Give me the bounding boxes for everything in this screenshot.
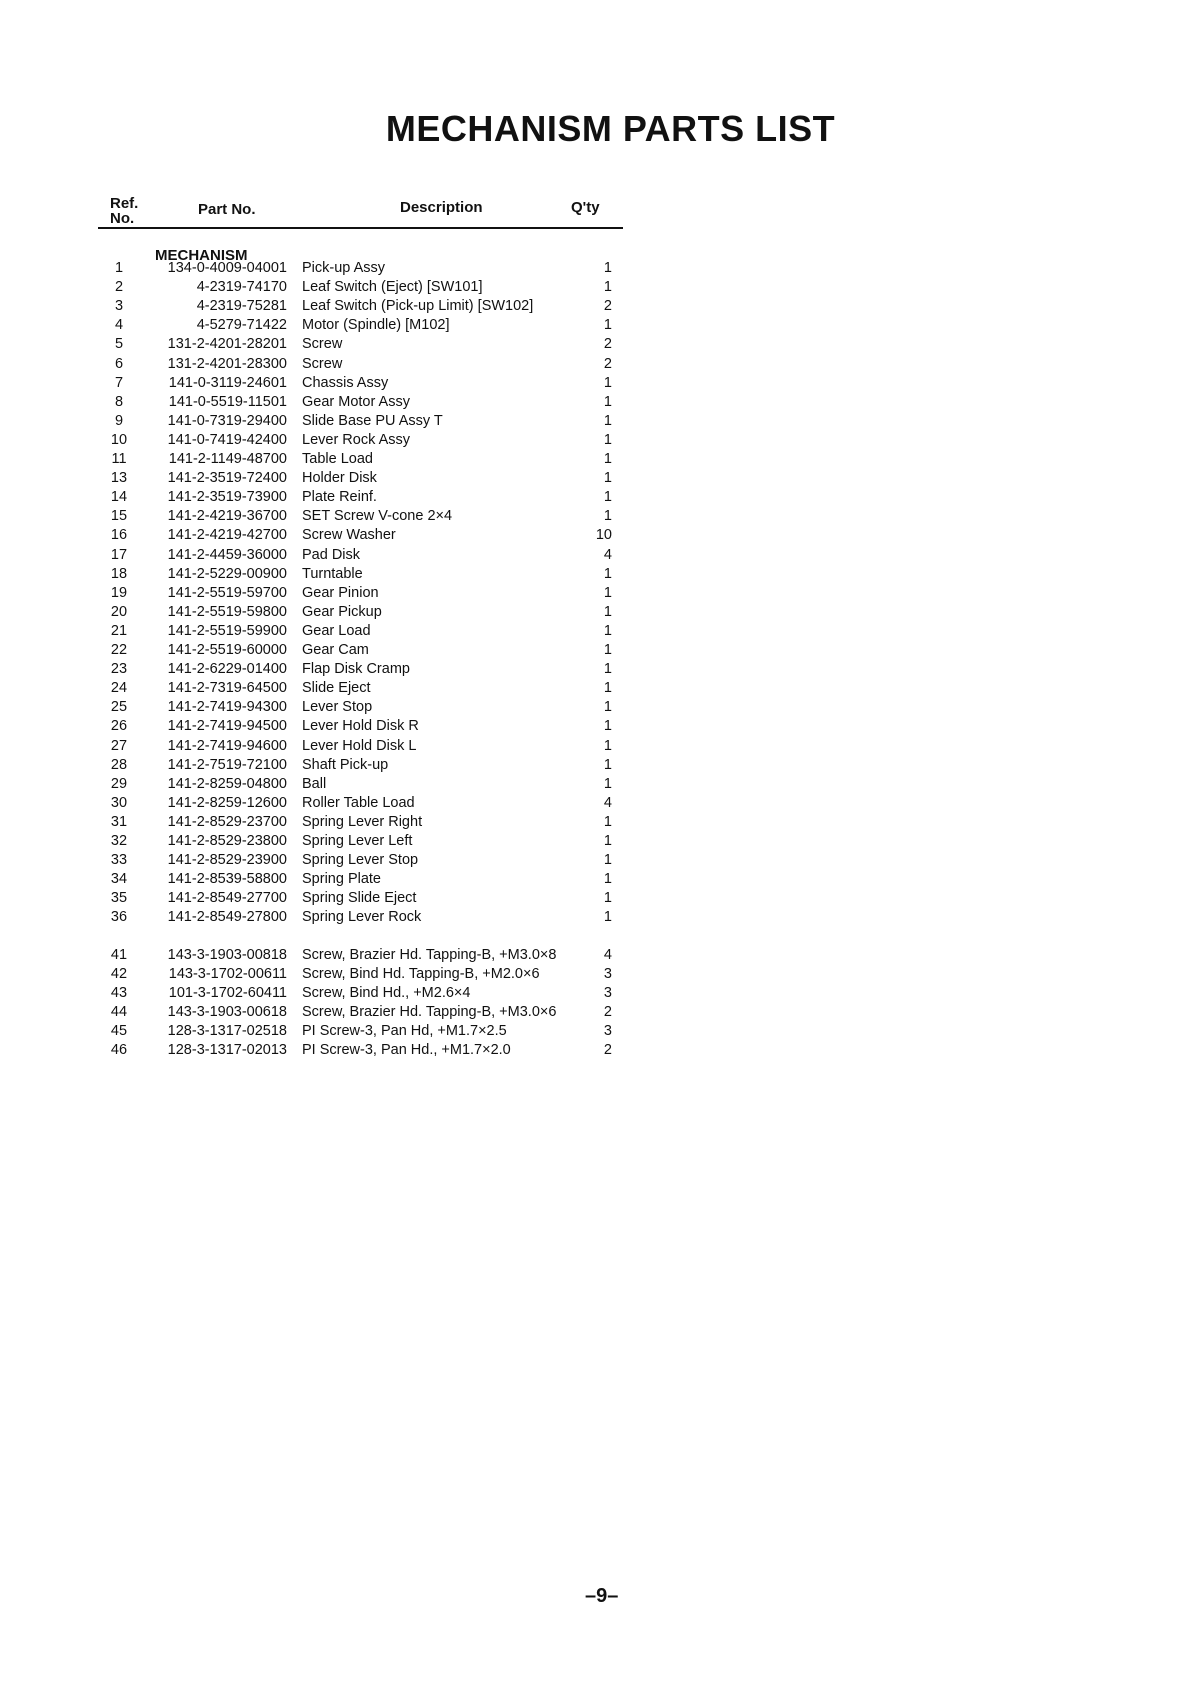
row-qty: 1 xyxy=(603,776,612,792)
row-ref: 23 xyxy=(110,661,128,677)
row-description: Table Load xyxy=(302,451,373,467)
row-ref: 29 xyxy=(110,776,128,792)
row-part-no: 141-2-5519-59700 xyxy=(167,585,287,601)
row-part-no: 4-5279-71422 xyxy=(196,317,287,333)
row-description: Screw Washer xyxy=(302,527,396,543)
table-row xyxy=(0,907,660,927)
table-row xyxy=(0,964,660,984)
table-row xyxy=(0,354,660,374)
row-description: Gear Motor Assy xyxy=(302,394,410,410)
row-description: Pick-up Assy xyxy=(302,260,385,276)
row-part-no: 4-2319-74170 xyxy=(196,279,287,295)
table-row xyxy=(0,888,660,908)
row-description: Flap Disk Cramp xyxy=(302,661,410,677)
row-ref: 16 xyxy=(110,527,128,543)
table-row xyxy=(0,1002,660,1022)
row-ref: 2 xyxy=(114,279,124,295)
row-ref: 10 xyxy=(110,432,128,448)
row-part-no: 143-3-1702-00611 xyxy=(168,966,287,982)
row-qty: 1 xyxy=(603,738,612,754)
table-row xyxy=(0,296,660,316)
row-qty: 1 xyxy=(603,489,612,505)
row-qty: 1 xyxy=(603,699,612,715)
table-row xyxy=(0,487,660,507)
column-header-part-no: Part No. xyxy=(198,201,256,218)
row-ref: 41 xyxy=(110,947,128,963)
row-part-no: 141-2-7419-94500 xyxy=(167,718,287,734)
row-part-no: 128-3-1317-02518 xyxy=(167,1023,287,1039)
row-description: SET Screw V-cone 2×4 xyxy=(302,508,453,524)
row-qty: 2 xyxy=(603,1042,612,1058)
table-row xyxy=(0,850,660,870)
row-ref: 9 xyxy=(114,413,124,429)
table-row xyxy=(0,430,660,450)
row-description: Leaf Switch (Eject) [SW101] xyxy=(302,279,483,295)
table-row xyxy=(0,583,660,603)
row-ref: 3 xyxy=(114,298,124,314)
row-description: Spring Lever Left xyxy=(302,833,413,849)
row-qty: 1 xyxy=(603,585,612,601)
row-part-no: 141-0-7419-42400 xyxy=(167,432,287,448)
row-part-no: 131-2-4201-28201 xyxy=(167,336,287,352)
row-ref: 36 xyxy=(110,909,128,925)
row-description: Pad Disk xyxy=(302,547,361,563)
table-row xyxy=(0,277,660,297)
row-part-no: 141-0-7319-29400 xyxy=(167,413,287,429)
row-description: Gear Pickup xyxy=(302,604,382,620)
column-header-ref-line1: Ref. xyxy=(110,195,139,212)
row-ref: 18 xyxy=(110,566,128,582)
row-ref: 28 xyxy=(110,757,128,773)
row-ref: 22 xyxy=(110,642,128,658)
row-description: Motor (Spindle) [M102] xyxy=(302,317,450,333)
row-part-no: 4-2319-75281 xyxy=(196,298,287,314)
column-header-ref-line2: No. xyxy=(110,210,135,227)
row-description: Lever Hold Disk R xyxy=(302,718,419,734)
row-qty: 1 xyxy=(603,890,612,906)
row-qty: 4 xyxy=(603,547,612,563)
row-part-no: 141-2-8539-58800 xyxy=(167,871,287,887)
table-row xyxy=(0,411,660,431)
table-row xyxy=(0,258,660,278)
section-heading: MECHANISM xyxy=(155,247,248,264)
row-description: Plate Reinf. xyxy=(302,489,377,505)
row-description: Spring Lever Stop xyxy=(302,852,419,868)
table-row xyxy=(0,315,660,335)
table-row xyxy=(0,564,660,584)
row-part-no: 141-2-4459-36000 xyxy=(167,547,287,563)
row-ref: 46 xyxy=(110,1042,128,1058)
row-ref: 7 xyxy=(114,375,124,391)
row-description: Lever Stop xyxy=(302,699,373,715)
row-part-no: 141-2-8529-23900 xyxy=(167,852,287,868)
row-part-no: 141-2-6229-01400 xyxy=(167,661,287,677)
row-description: Screw, Bind Hd., +M2.6×4 xyxy=(302,985,471,1001)
row-description: Roller Table Load xyxy=(302,795,415,811)
row-description: Ball xyxy=(302,776,327,792)
row-description: Screw, Brazier Hd. Tapping-B, +M3.0×6 xyxy=(302,1004,557,1020)
row-ref: 35 xyxy=(110,890,128,906)
row-ref: 11 xyxy=(111,451,127,467)
row-ref: 25 xyxy=(110,699,128,715)
column-header-description: Description xyxy=(400,199,483,216)
row-part-no: 141-2-3519-72400 xyxy=(167,470,287,486)
row-qty: 1 xyxy=(603,871,612,887)
row-ref: 5 xyxy=(114,336,124,352)
row-part-no: 143-3-1903-00618 xyxy=(167,1004,287,1020)
row-qty: 3 xyxy=(603,966,612,982)
row-part-no: 141-2-8549-27800 xyxy=(167,909,287,925)
row-qty: 1 xyxy=(603,508,612,524)
row-qty: 1 xyxy=(603,642,612,658)
row-part-no: 134-0-4009-04001 xyxy=(167,260,287,276)
row-part-no: 128-3-1317-02013 xyxy=(167,1042,287,1058)
row-qty: 2 xyxy=(603,1004,612,1020)
row-description: Screw xyxy=(302,336,343,352)
table-row xyxy=(0,640,660,660)
table-row xyxy=(0,697,660,717)
row-ref: 42 xyxy=(110,966,128,982)
row-description: Leaf Switch (Pick-up Limit) [SW102] xyxy=(302,298,534,314)
row-part-no: 141-2-8259-04800 xyxy=(167,776,287,792)
table-row xyxy=(0,659,660,679)
table-row xyxy=(0,525,660,545)
row-qty: 1 xyxy=(603,279,612,295)
table-row xyxy=(0,621,660,641)
row-qty: 3 xyxy=(603,1023,612,1039)
row-ref: 30 xyxy=(110,795,128,811)
row-qty: 4 xyxy=(603,795,612,811)
row-qty: 1 xyxy=(603,451,612,467)
row-part-no: 141-2-8529-23700 xyxy=(167,814,287,830)
row-qty: 1 xyxy=(603,852,612,868)
row-description: Spring Lever Right xyxy=(302,814,423,830)
row-ref: 8 xyxy=(114,394,124,410)
row-part-no: 141-2-5229-00900 xyxy=(167,566,287,582)
row-part-no: 141-2-7419-94600 xyxy=(167,738,287,754)
row-qty: 1 xyxy=(603,661,612,677)
row-ref: 45 xyxy=(110,1023,128,1039)
row-ref: 33 xyxy=(110,852,128,868)
row-qty: 1 xyxy=(603,814,612,830)
row-description: Screw xyxy=(302,356,343,372)
page-title: MECHANISM PARTS LIST xyxy=(385,108,836,149)
row-description: PI Screw-3, Pan Hd, +M1.7×2.5 xyxy=(302,1023,507,1039)
row-qty: 1 xyxy=(603,566,612,582)
row-description: Chassis Assy xyxy=(302,375,389,391)
table-row xyxy=(0,1040,660,1060)
row-qty: 1 xyxy=(603,432,612,448)
row-qty: 1 xyxy=(603,909,612,925)
row-ref: 1 xyxy=(114,260,124,276)
row-description: Slide Eject xyxy=(302,680,371,696)
table-row xyxy=(0,468,660,488)
table-row xyxy=(0,831,660,851)
row-qty: 2 xyxy=(603,298,612,314)
row-ref: 15 xyxy=(110,508,128,524)
row-description: Screw, Brazier Hd. Tapping-B, +M3.0×8 xyxy=(302,947,557,963)
page-number: –9– xyxy=(585,1585,619,1607)
row-qty: 1 xyxy=(603,757,612,773)
row-ref: 34 xyxy=(110,871,128,887)
row-part-no: 141-2-8529-23800 xyxy=(167,833,287,849)
row-qty: 1 xyxy=(603,833,612,849)
table-row xyxy=(0,869,660,889)
column-header-qty: Q'ty xyxy=(571,199,600,216)
table-row xyxy=(0,334,660,354)
table-row xyxy=(0,545,660,565)
row-description: Gear Pinion xyxy=(302,585,379,601)
row-part-no: 141-2-4219-36700 xyxy=(167,508,287,524)
row-part-no: 141-2-5519-59900 xyxy=(167,623,287,639)
row-part-no: 101-3-1702-60411 xyxy=(168,985,287,1001)
row-ref: 24 xyxy=(110,680,128,696)
row-description: Turntable xyxy=(302,566,363,582)
row-description: Holder Disk xyxy=(302,470,377,486)
row-part-no: 141-2-7319-64500 xyxy=(167,680,287,696)
table-row xyxy=(0,774,660,794)
table-row xyxy=(0,983,660,1003)
row-part-no: 141-2-7519-72100 xyxy=(167,757,287,773)
table-row xyxy=(0,373,660,393)
row-ref: 21 xyxy=(110,623,128,639)
table-row xyxy=(0,449,660,469)
row-description: Spring Lever Rock xyxy=(302,909,422,925)
table-row xyxy=(0,945,660,965)
row-qty: 4 xyxy=(603,947,612,963)
row-description: Slide Base PU Assy T xyxy=(302,413,443,429)
row-part-no: 141-2-5519-59800 xyxy=(167,604,287,620)
row-qty: 1 xyxy=(603,394,612,410)
row-ref: 32 xyxy=(110,833,128,849)
row-qty: 1 xyxy=(603,375,612,391)
row-ref: 20 xyxy=(110,604,128,620)
row-ref: 44 xyxy=(110,1004,128,1020)
row-part-no: 131-2-4201-28300 xyxy=(167,356,287,372)
row-qty: 1 xyxy=(603,470,612,486)
row-part-no: 141-2-8259-12600 xyxy=(167,795,287,811)
row-ref: 27 xyxy=(110,738,128,754)
row-ref: 19 xyxy=(110,585,128,601)
row-description: Lever Rock Assy xyxy=(302,432,410,448)
row-ref: 17 xyxy=(110,547,128,563)
row-qty: 3 xyxy=(603,985,612,1001)
row-description: Spring Plate xyxy=(302,871,381,887)
row-part-no: 141-2-5519-60000 xyxy=(167,642,287,658)
row-ref: 31 xyxy=(110,814,128,830)
row-qty: 1 xyxy=(603,317,612,333)
row-description: Lever Hold Disk L xyxy=(302,738,417,754)
row-ref: 43 xyxy=(110,985,128,1001)
row-qty: 10 xyxy=(595,527,612,543)
row-description: Screw, Bind Hd. Tapping-B, +M2.0×6 xyxy=(302,966,540,982)
row-qty: 1 xyxy=(603,604,612,620)
row-qty: 1 xyxy=(603,413,612,429)
row-part-no: 141-2-8549-27700 xyxy=(167,890,287,906)
row-part-no: 141-2-1149-48700 xyxy=(168,451,287,467)
row-qty: 1 xyxy=(603,718,612,734)
row-ref: 13 xyxy=(110,470,128,486)
row-ref: 26 xyxy=(110,718,128,734)
row-qty: 1 xyxy=(603,623,612,639)
row-description: Spring Slide Eject xyxy=(302,890,417,906)
row-description: PI Screw-3, Pan Hd., +M1.7×2.0 xyxy=(302,1042,511,1058)
table-row xyxy=(0,678,660,698)
table-row xyxy=(0,716,660,736)
row-part-no: 141-2-3519-73900 xyxy=(167,489,287,505)
row-ref: 14 xyxy=(110,489,128,505)
table-row xyxy=(0,755,660,775)
row-qty: 2 xyxy=(603,356,612,372)
row-part-no: 143-3-1903-00818 xyxy=(167,947,287,963)
table-row xyxy=(0,602,660,622)
table-row xyxy=(0,506,660,526)
row-description: Gear Cam xyxy=(302,642,369,658)
table-row xyxy=(0,793,660,813)
row-part-no: 141-0-5519-11501 xyxy=(168,394,287,410)
table-row xyxy=(0,1021,660,1041)
row-part-no: 141-2-7419-94300 xyxy=(167,699,287,715)
row-qty: 2 xyxy=(603,336,612,352)
table-row xyxy=(0,736,660,756)
row-description: Shaft Pick-up xyxy=(302,757,389,773)
row-ref: 4 xyxy=(114,317,124,333)
row-part-no: 141-2-4219-42700 xyxy=(167,527,287,543)
row-ref: 6 xyxy=(114,356,124,372)
row-description: Gear Load xyxy=(302,623,371,639)
row-qty: 1 xyxy=(603,260,612,276)
row-part-no: 141-0-3119-24601 xyxy=(168,375,287,391)
table-row xyxy=(0,392,660,412)
row-qty: 1 xyxy=(603,680,612,696)
table-row xyxy=(0,812,660,832)
